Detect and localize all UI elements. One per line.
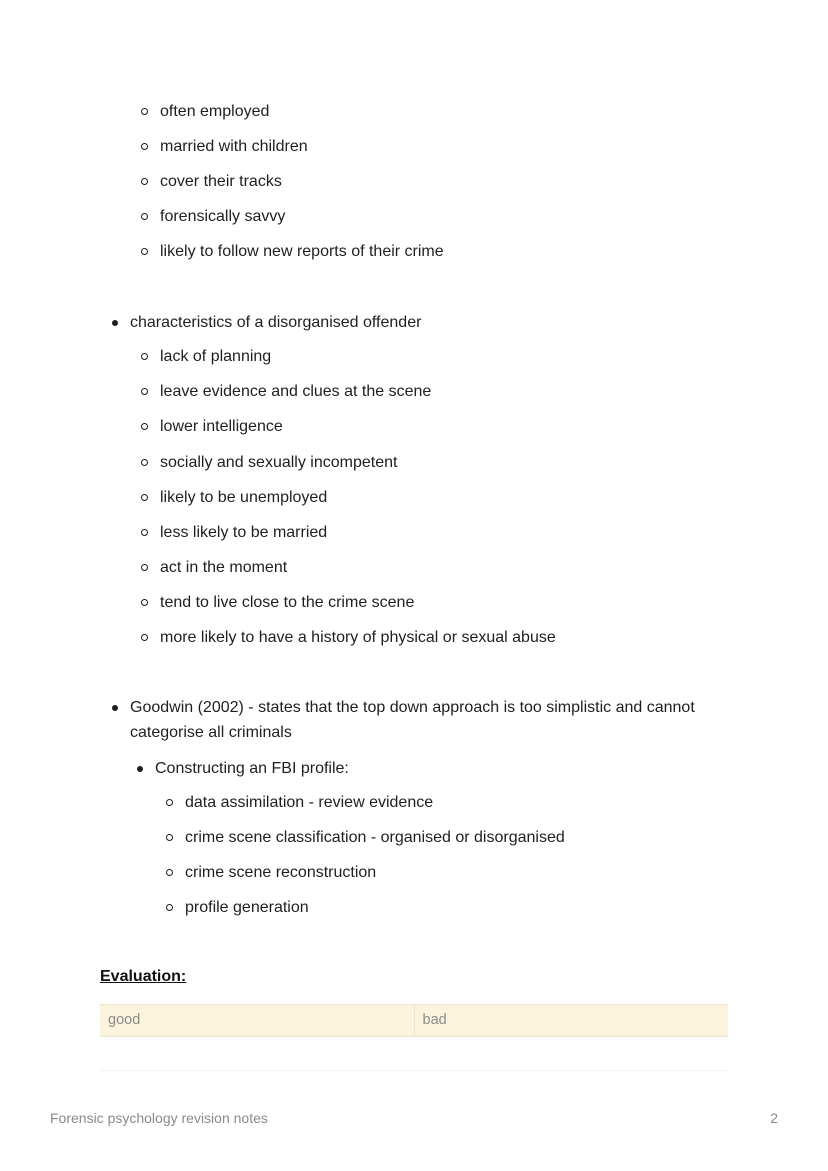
evaluation-heading: Evaluation:	[100, 968, 187, 985]
hollow-bullet-icon	[141, 459, 148, 466]
list-item: likely to be unemployed	[160, 489, 328, 506]
hollow-bullet-icon	[141, 248, 148, 255]
page-number: 2	[770, 1110, 778, 1126]
hollow-bullet-icon	[141, 388, 148, 395]
goodwin-line-1: Goodwin (2002) - states that the top down approach is too simplistic and cannot	[130, 699, 695, 716]
hollow-bullet-icon	[141, 143, 148, 150]
hollow-bullet-icon	[141, 108, 148, 115]
hollow-bullet-icon	[141, 564, 148, 571]
evaluation-table	[100, 1004, 728, 1037]
list-item: more likely to have a history of physical or sexual abuse	[160, 629, 556, 646]
fbi-profile-heading: Constructing an FBI profile:	[155, 760, 349, 777]
section-heading: characteristics of a disorganised offender	[130, 314, 422, 331]
hollow-bullet-icon	[141, 634, 148, 641]
footer-title: Forensic psychology revision notes	[50, 1110, 268, 1126]
divider	[100, 1070, 728, 1071]
list-item: married with children	[160, 138, 308, 155]
list-item: crime scene reconstruction	[185, 864, 377, 881]
hollow-bullet-icon	[141, 599, 148, 606]
bullet-icon	[112, 705, 118, 711]
hollow-bullet-icon	[166, 834, 173, 841]
list-item: cover their tracks	[160, 173, 282, 190]
hollow-bullet-icon	[166, 869, 173, 876]
hollow-bullet-icon	[166, 799, 173, 806]
list-item: profile generation	[185, 899, 309, 916]
hollow-bullet-icon	[166, 904, 173, 911]
good-column-header: good	[108, 1012, 141, 1028]
goodwin-line-2: categorise all criminals	[130, 724, 292, 741]
list-item: tend to live close to the crime scene	[160, 594, 415, 611]
hollow-bullet-icon	[141, 178, 148, 185]
hollow-bullet-icon	[141, 353, 148, 360]
bad-column-header: bad	[414, 1005, 729, 1036]
hollow-bullet-icon	[141, 213, 148, 220]
list-item: leave evidence and clues at the scene	[160, 383, 432, 400]
list-item: likely to follow new reports of their crime	[160, 243, 444, 260]
hollow-bullet-icon	[141, 494, 148, 501]
list-item: act in the moment	[160, 559, 288, 576]
list-item: forensically savvy	[160, 208, 286, 225]
list-item: lower intelligence	[160, 418, 283, 435]
hollow-bullet-icon	[141, 529, 148, 536]
hollow-bullet-icon	[141, 423, 148, 430]
bullet-icon	[137, 766, 143, 772]
list-item: less likely to be married	[160, 524, 328, 541]
list-item: data assimilation - review evidence	[185, 794, 434, 811]
bullet-icon	[112, 320, 118, 326]
list-item: socially and sexually incompetent	[160, 454, 398, 471]
list-item: often employed	[160, 103, 270, 120]
list-item: crime scene classification - organised or disorganised	[185, 829, 565, 846]
list-item: lack of planning	[160, 348, 272, 365]
